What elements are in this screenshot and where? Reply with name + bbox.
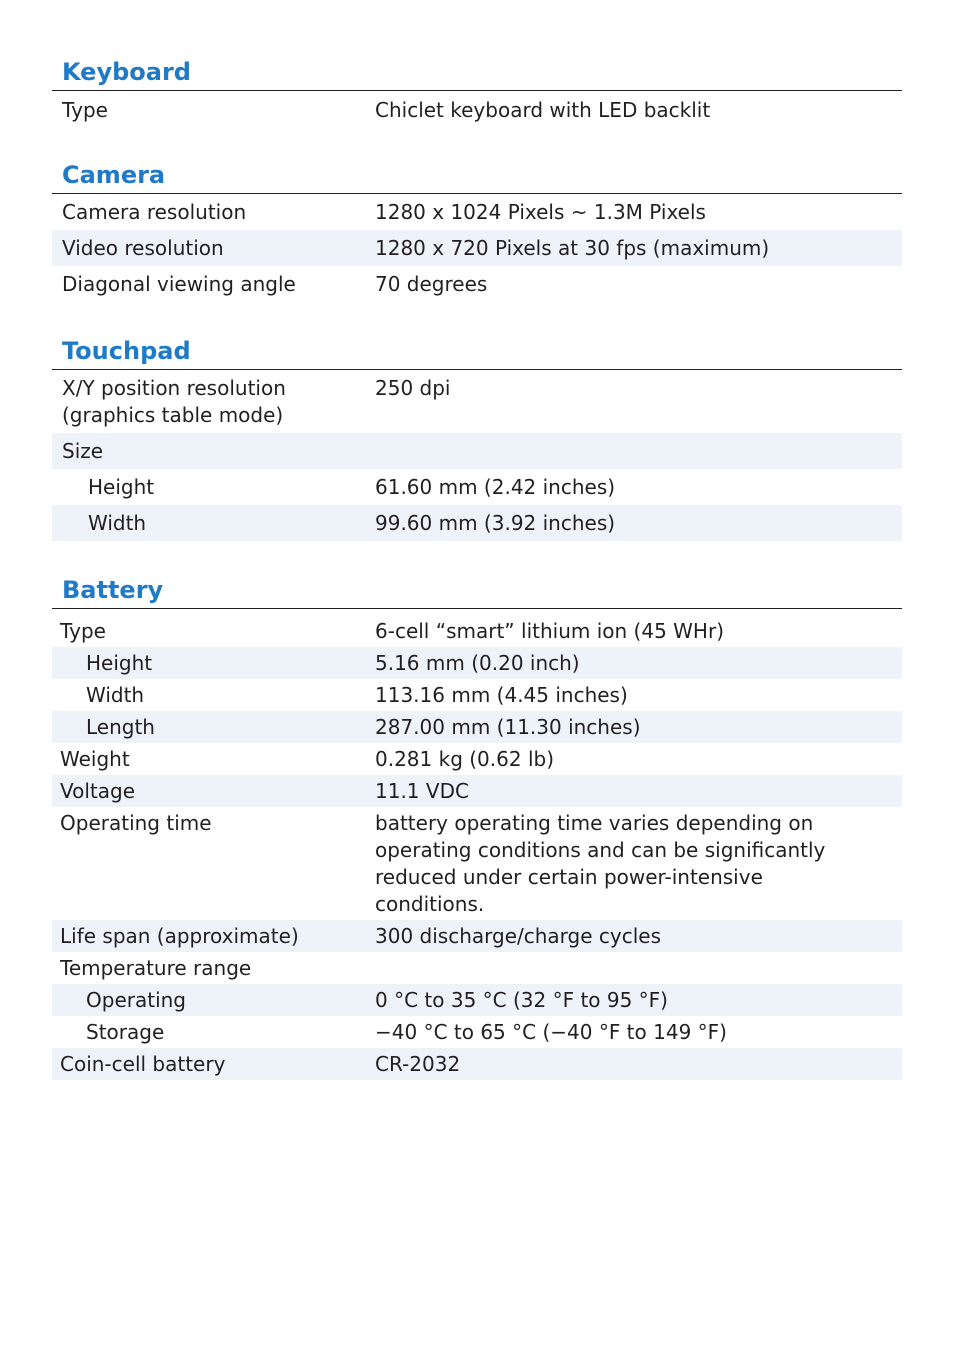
spec-value-line: battery operating time varies depending on bbox=[375, 811, 814, 835]
spec-row-battery-height bbox=[52, 647, 902, 679]
spec-label: Operating time bbox=[60, 811, 212, 835]
spec-row-size bbox=[52, 433, 902, 469]
spec-row-keyboard-type bbox=[52, 91, 902, 128]
spec-label: Temperature range bbox=[60, 956, 252, 980]
spec-row-viewing-angle bbox=[52, 266, 902, 302]
spec-value: 11.1 VDC bbox=[375, 779, 469, 803]
spec-label: Height bbox=[88, 475, 155, 499]
spec-value: 0 °C to 35 °C (32 °F to 95 °F) bbox=[375, 988, 668, 1012]
spec-row-battery-voltage bbox=[52, 775, 902, 807]
spec-label: Operating bbox=[86, 988, 186, 1012]
spec-label-line: X/Y position resolution bbox=[62, 376, 286, 400]
spec-label: Height bbox=[86, 651, 153, 675]
spec-row-battery-weight bbox=[52, 743, 902, 775]
spec-label: Storage bbox=[86, 1020, 165, 1044]
spec-label: Weight bbox=[60, 747, 130, 771]
spec-row-battery-length bbox=[52, 711, 902, 743]
spec-label: Type bbox=[60, 619, 106, 643]
spec-label: Width bbox=[88, 511, 147, 535]
spec-value: 6-cell “smart” lithium ion (45 WHr) bbox=[375, 619, 724, 643]
spec-value: 61.60 mm (2.42 inches) bbox=[375, 475, 616, 499]
touchpad-heading: Touchpad bbox=[52, 333, 902, 370]
spec-value: −40 °C to 65 °C (−40 °F to 149 °F) bbox=[375, 1020, 727, 1044]
spec-value: 99.60 mm (3.92 inches) bbox=[375, 511, 616, 535]
spec-label: Type bbox=[62, 98, 108, 122]
spec-label: Coin-cell battery bbox=[60, 1052, 226, 1076]
spec-row-operating-time bbox=[52, 807, 902, 920]
keyboard-section bbox=[52, 54, 902, 128]
battery-section bbox=[52, 572, 902, 1080]
spec-value-line: operating conditions and can be significantly bbox=[375, 838, 826, 862]
keyboard-heading: Keyboard bbox=[52, 54, 902, 91]
spec-value: 5.16 mm (0.20 inch) bbox=[375, 651, 580, 675]
spec-row-temperature-range bbox=[52, 952, 902, 984]
spec-value: 70 degrees bbox=[375, 272, 488, 296]
spec-value bbox=[375, 438, 902, 465]
battery-heading: Battery bbox=[52, 572, 902, 609]
spec-value: 1280 x 720 Pixels at 30 fps (maximum) bbox=[375, 236, 770, 260]
spec-value: 287.00 mm (11.30 inches) bbox=[375, 715, 641, 739]
spec-label: Voltage bbox=[60, 779, 136, 803]
spec-row-life-span bbox=[52, 920, 902, 952]
spec-label: Size bbox=[62, 439, 104, 463]
spec-row-xy-resolution bbox=[52, 370, 902, 433]
spec-label: Video resolution bbox=[62, 236, 224, 260]
spec-label bbox=[52, 375, 375, 429]
spec-value: Chiclet keyboard with LED backlit bbox=[375, 98, 711, 122]
spec-row-temp-operating bbox=[52, 984, 902, 1016]
spec-value: 113.16 mm (4.45 inches) bbox=[375, 683, 628, 707]
spec-value: 1280 x 1024 Pixels ~ 1.3M Pixels bbox=[375, 200, 706, 224]
spec-value: CR-2032 bbox=[375, 1052, 461, 1076]
camera-section bbox=[52, 157, 902, 302]
spec-row-temp-storage bbox=[52, 1016, 902, 1048]
touchpad-section bbox=[52, 333, 902, 541]
spec-row-height bbox=[52, 469, 902, 505]
spec-row-battery-width bbox=[52, 679, 902, 711]
spec-row-camera-resolution bbox=[52, 194, 902, 230]
spec-value bbox=[375, 955, 902, 982]
spec-value bbox=[375, 810, 902, 918]
spec-label-line: (graphics table mode) bbox=[62, 403, 284, 427]
spec-row-battery-type bbox=[52, 609, 902, 647]
spec-label: Width bbox=[86, 683, 145, 707]
spec-row-coin-cell bbox=[52, 1048, 902, 1080]
camera-heading: Camera bbox=[52, 157, 902, 194]
spec-label: Camera resolution bbox=[62, 200, 247, 224]
spec-value: 0.281 kg (0.62 lb) bbox=[375, 747, 554, 771]
spec-row-width bbox=[52, 505, 902, 541]
spec-value: 300 discharge/charge cycles bbox=[375, 924, 662, 948]
spec-label: Length bbox=[86, 715, 155, 739]
spec-label: Life span (approximate) bbox=[60, 924, 299, 948]
spec-value-line: conditions. bbox=[375, 892, 485, 916]
spec-value-line: reduced under certain power-intensive bbox=[375, 865, 763, 889]
spec-label: Diagonal viewing angle bbox=[62, 272, 296, 296]
spec-row-video-resolution bbox=[52, 230, 902, 266]
spec-value: 250 dpi bbox=[375, 376, 451, 400]
